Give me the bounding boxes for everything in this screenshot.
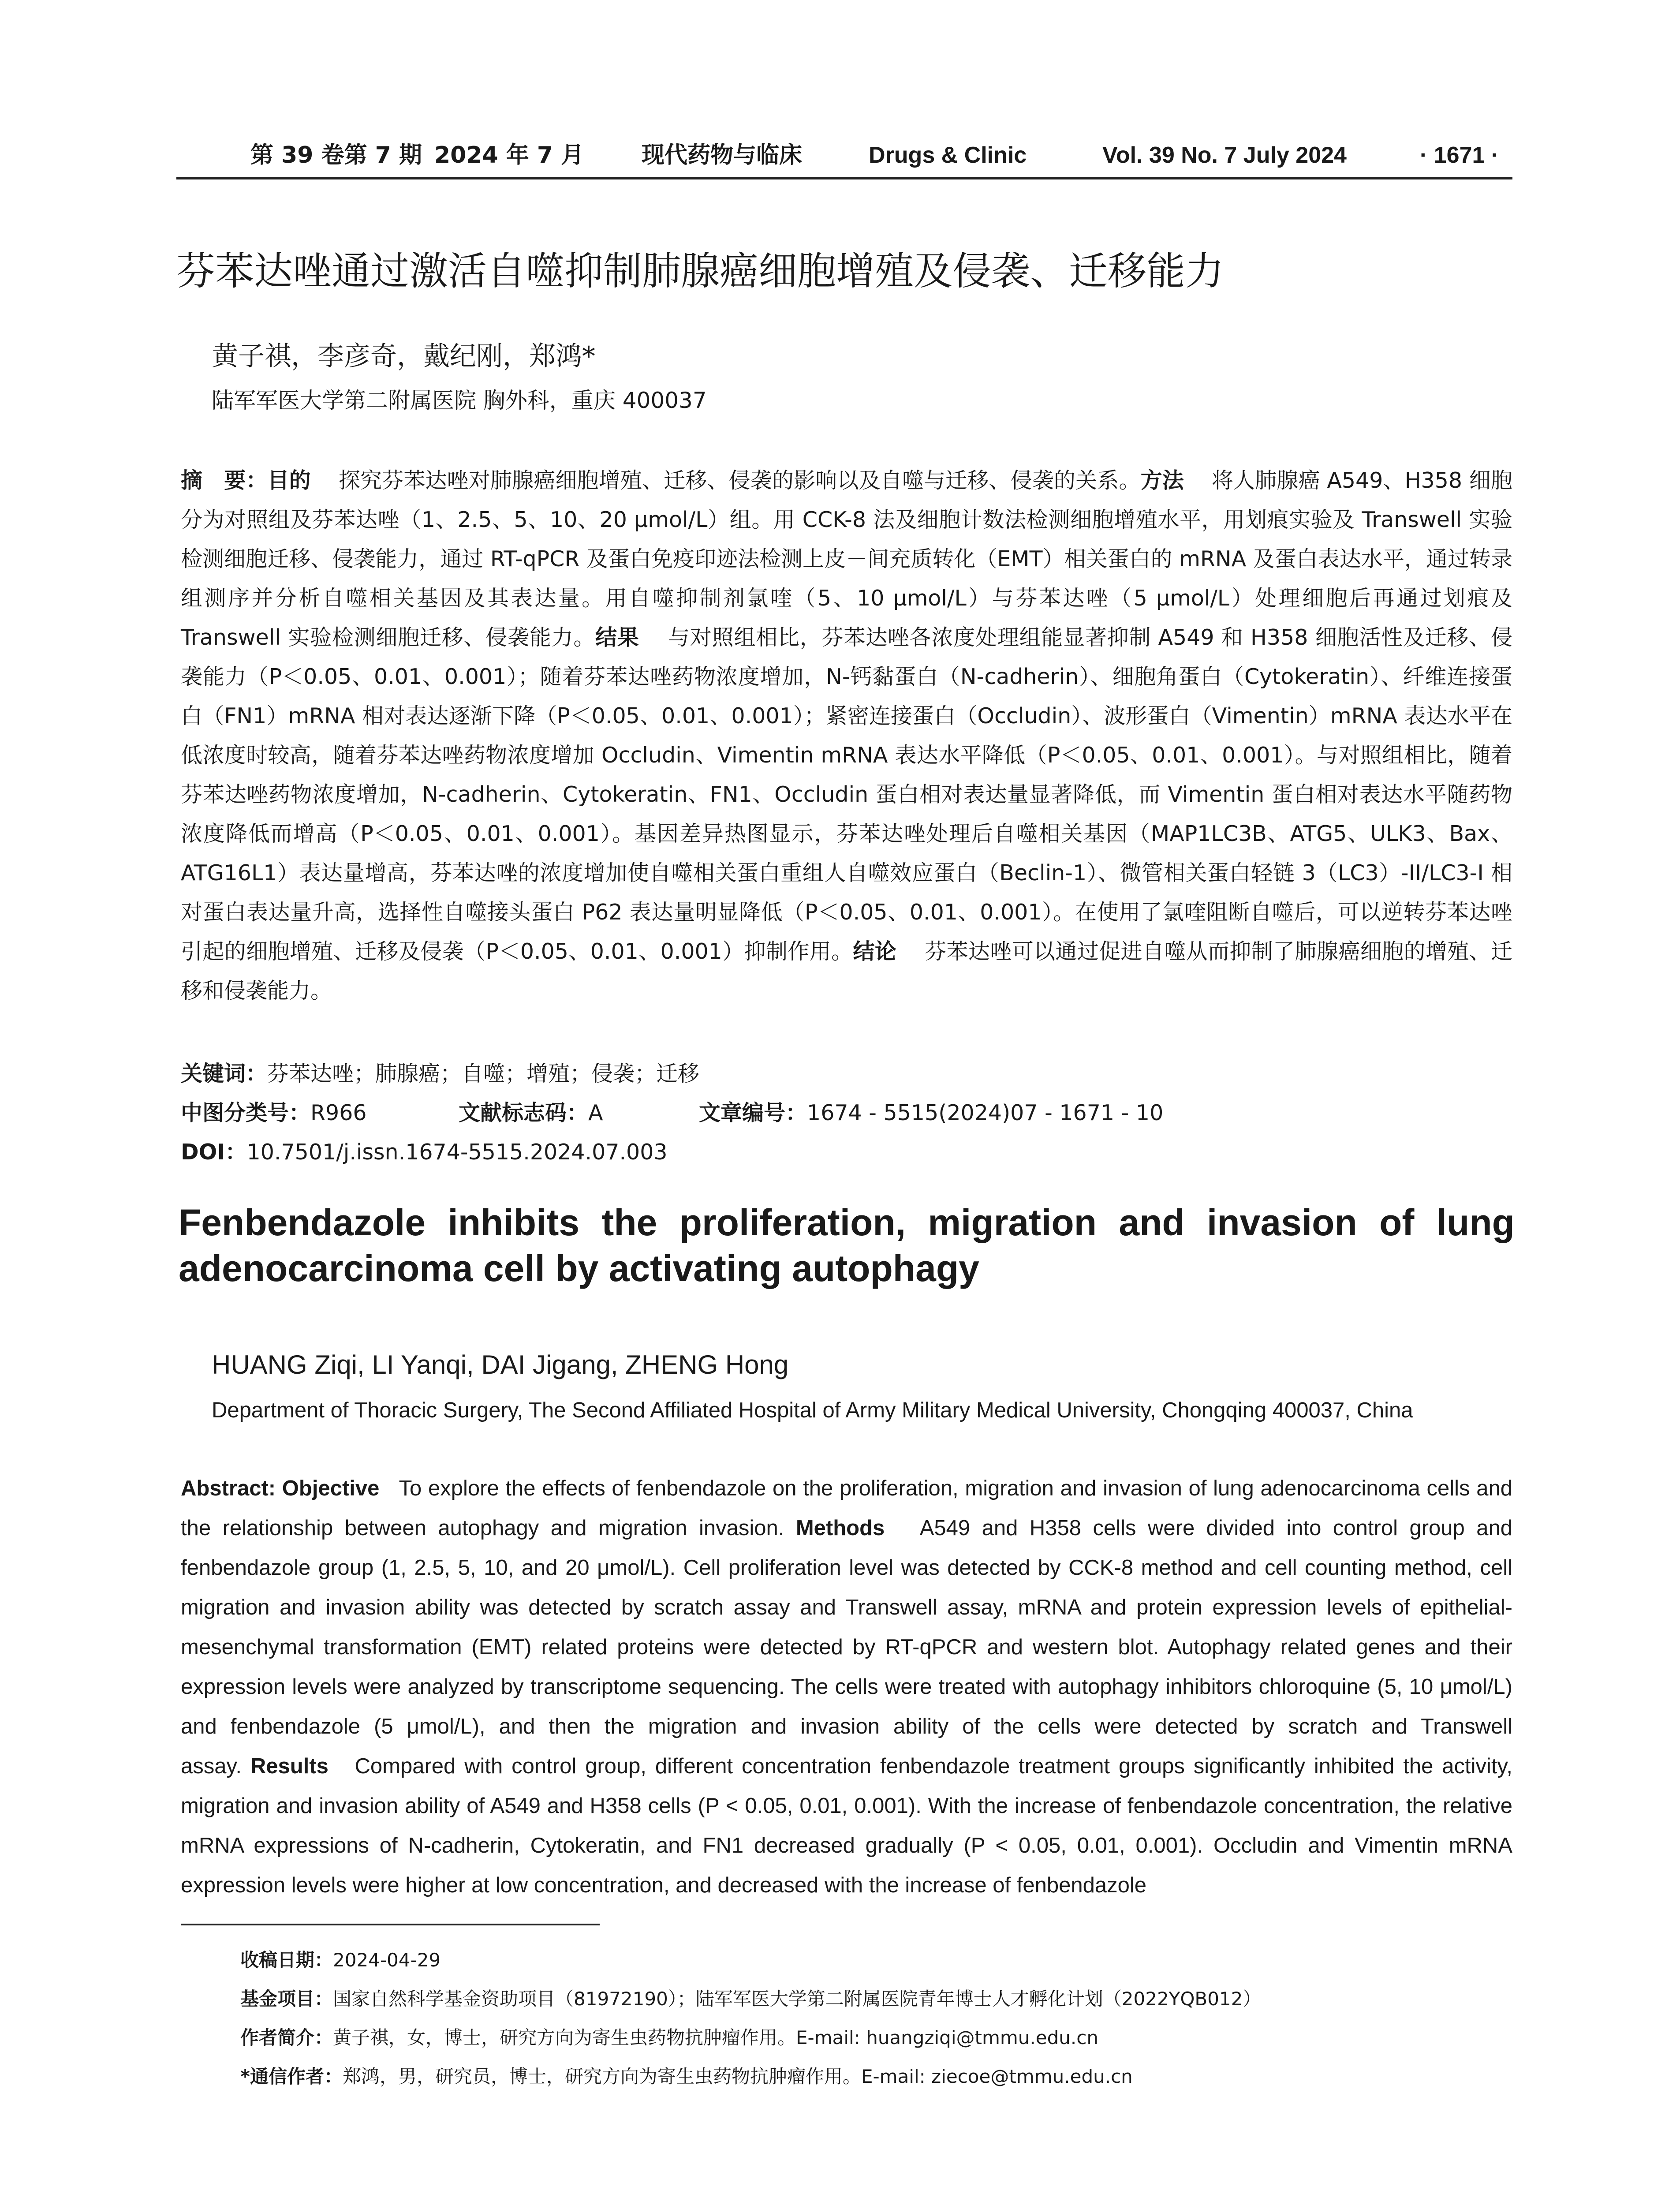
en-title: Fenbendazole inhibits the proliferation, migration and invasion of lung adenocarcinoma cell by activating autophagy xyxy=(179,1202,1515,1289)
received-label: 收稿日期： xyxy=(240,1949,333,1971)
cn-doi-line xyxy=(181,1139,668,1166)
cn-affiliation: 陆军军医大学第二附属医院 胸外科，重庆 400037 xyxy=(212,388,707,413)
corresponding-text: 郑鸿，男，研究员，博士，研究方向为寄生虫药物抗肿瘤作用。E-mail: ziecoe@tmmu.edu.cn xyxy=(342,2066,1133,2087)
cn-abstract-label: 摘 要：目的 xyxy=(181,468,311,493)
footnote-fund xyxy=(240,1986,1261,2012)
cn-doi: 10.7501/j.issn.1674-5515.2024.07.003 xyxy=(246,1140,668,1165)
cn-keywords-label: 关键词： xyxy=(181,1061,268,1086)
cn-results: 与对照组相比，芬苯达唑各浓度处理组能显著抑制 A549 和 H358 细胞活性及迁移、侵袭能力（P＜0.05、0.01、0.001）；随着芬苯达唑药物浓度增加，N-钙黏蛋白（N-cadherin）、细胞角蛋白（Cytokeratin）、纤维连接蛋白（FN1）mRNA 相对表达逐渐下降（P＜0.05、0.01、0.001）；紧密连接蛋白（Occludin）、波形蛋白（Vimentin）mRNA 表达水平在低浓度时较高，随着芬苯达唑药物浓度增加 Occludin、Vimentin mRNA 表达水平降低（P＜0.05、0.01、0.001）。与对照组相比，随着芬苯达唑药物浓度增加，N-cadherin、Cytokeratin、FN1、Occludin 蛋白相对表达量显著降低，而 Vimentin 蛋白相对表达水平随药物浓度降低而增高（P＜0.05、0.01、0.001）。基因差异热图显示，芬苯达唑处理后自噬相关基因（MAP1LC3B、ATG5、ULK3、Bax、ATG16L1）表达量增高，芬苯达唑的浓度增加使自噬相关蛋白重组人自噬效应蛋白（Beclin-1）、微管相关蛋白轻链 3（LC3）-II/LC3-I 相对蛋白表达量升高，选择性自噬接头蛋白 P62 表达量明显降低（P＜0.05、0.01、0.001）。在使用了氯喹阻断自噬后，可以逆转芬苯达唑引起的细胞增殖、迁移及侵袭（P＜0.05、0.01、0.001）抑制作用。 xyxy=(181,625,1512,964)
cn-keywords: 芬苯达唑；肺腺癌；自噬；增殖；侵袭；迁移 xyxy=(267,1061,700,1086)
header-volume-cn: 第 39 卷第 7 期 xyxy=(250,142,422,168)
en-abstract-label: Abstract: Objective xyxy=(181,1476,380,1500)
en-authors: HUANG Ziqi, LI Yanqi, DAI Jigang, ZHENG Hong xyxy=(212,1350,789,1379)
cn-article-label: 文章编号： xyxy=(699,1100,807,1125)
header-rule xyxy=(176,177,1512,179)
cn-objective: 探究芬苯达唑对肺腺癌细胞增殖、迁移、侵袭的影响以及自噬与迁移、侵袭的关系。 xyxy=(338,468,1141,493)
cn-doc-label: 文献标志码： xyxy=(459,1100,589,1125)
cn-doc: A xyxy=(588,1100,603,1125)
cn-article: 1674 - 5515(2024)07 - 1671 - 10 xyxy=(807,1100,1164,1125)
cn-doi-label: DOI： xyxy=(181,1140,247,1165)
cn-abstract xyxy=(181,461,1512,1010)
fund-text: 国家自然科学基金资助项目（81972190）；陆军军医大学第二附属医院青年博士人才孵化计划（2022YQB012） xyxy=(333,1988,1262,2010)
footnote-corresponding xyxy=(240,2063,1133,2090)
en-methods: A549 and H358 cells were divided into control group and fenbendazole group (1, 2.5, 5, 10, and 20 μmol/L). Cell proliferation level was detected by CCK-8 method and cell counting method, cell migration and invasion ability was detected by scratch assay and Transwell assay, mRNA and protein expression levels of epithelial-mesenchymal transformation (EMT) related proteins were detected by RT-qPCR and western blot. Autophagy related genes and their expression levels were analyzed by transcriptome sequencing. The cells were treated with autophagy inhibitors chloroquine (5, 10 μmol/L) and fenbendazole (5 μmol/L), and then the migration and invasion ability of the cells were detected by scratch and Transwell assay. xyxy=(181,1516,1513,1778)
cn-conclusion: 芬苯达唑可以通过促进自噬从而抑制了肺腺癌细胞的增殖、迁移和侵袭能力。 xyxy=(181,939,1512,1003)
received-date: 2024-04-29 xyxy=(333,1949,441,1971)
cn-article-number-line xyxy=(699,1100,1163,1126)
footnote-author xyxy=(240,2025,1098,2051)
en-methods-label: Methods xyxy=(795,1516,885,1540)
header-journal-en: Drugs & Clinic xyxy=(869,142,1027,168)
cn-keywords-line xyxy=(181,1061,699,1087)
cn-methods: 将人肺腺癌 A549、H358 细胞分为对照组及芬苯达唑（1、2.5、5、10、20 μmol/L）组。用 CCK-8 法及细胞计数法检测细胞增殖水平，用划痕实验及 Transwell 实验检测细胞迁移、侵袭能力，通过 RT-qPCR 及蛋白免疫印迹法检测上皮－间充质转化（EMT）相关蛋白的 mRNA 及蛋白表达水平，通过转录组测序并分析自噬相关基因及其表达量。用自噬抑制剂氯喹（5、10 μmol/L）与芬苯达唑（5 μmol/L）处理细胞后再通过划痕及 Transwell 实验检测细胞迁移、侵袭能力。 xyxy=(181,468,1512,650)
cn-conclusion-label: 结论 xyxy=(853,939,897,964)
fund-label: 基金项目： xyxy=(240,1988,333,2010)
cn-doc-code-line xyxy=(459,1100,603,1126)
header-volume-en: Vol. 39 No. 7 July 2024 xyxy=(1102,142,1347,168)
cn-title: 芬苯达唑通过激活自噬抑制肺腺癌细胞增殖及侵袭、迁移能力 xyxy=(176,248,1225,294)
en-results-label: Results xyxy=(250,1754,329,1778)
cn-classification-line xyxy=(181,1100,367,1126)
footnote-rule xyxy=(181,1924,600,1925)
author-bio-label: 作者简介： xyxy=(240,2027,333,2048)
en-abstract xyxy=(181,1469,1512,1905)
cn-results-label: 结果 xyxy=(595,625,639,650)
en-results: Compared with control group, different concentration fenbendazole treatment groups significantly inhibited the activity, migration and invasion ability of A549 and H358 cells (P < 0.05, 0.01, 0.001). With the increase of fenbendazole concentration, the relative mRNA expressions of N-cadherin, Cytokeratin, and FN1 decreased gradually (P < 0.05, 0.01, 0.001). Occludin and Vimentin mRNA expression levels were higher at low concentration, and decreased with the increase of fenbendazole xyxy=(181,1754,1512,1897)
cn-clc-label: 中图分类号： xyxy=(181,1100,311,1125)
cn-methods-label: 方法 xyxy=(1140,468,1184,493)
en-affiliation: Department of Thoracic Surgery, The Second Affiliated Hospital of Army Military Medical University, Chongqing 400037, China xyxy=(212,1398,1413,1422)
author-bio-text: 黄子祺，女，博士，研究方向为寄生虫药物抗肿瘤作用。E-mail: huangziqi@tmmu.edu.cn xyxy=(333,2027,1098,2048)
footnote-received xyxy=(240,1947,441,1973)
header-journal-cn: 现代药物与临床 xyxy=(642,142,803,168)
cn-clc: R966 xyxy=(310,1100,367,1125)
corresponding-label: *通信作者： xyxy=(240,2066,343,2087)
cn-authors: 黄子祺，李彦奇，戴纪刚，郑鸿* xyxy=(212,341,595,372)
header-date-cn: 2024 年 7 月 xyxy=(434,142,584,168)
en-objective: To explore the effects of fenbendazole on the proliferation, migration and invasion of lung adenocarcinoma cells and the relationship between autophagy and migration invasion. xyxy=(181,1476,1512,1540)
header-page-number: · 1671 · xyxy=(1420,142,1499,168)
